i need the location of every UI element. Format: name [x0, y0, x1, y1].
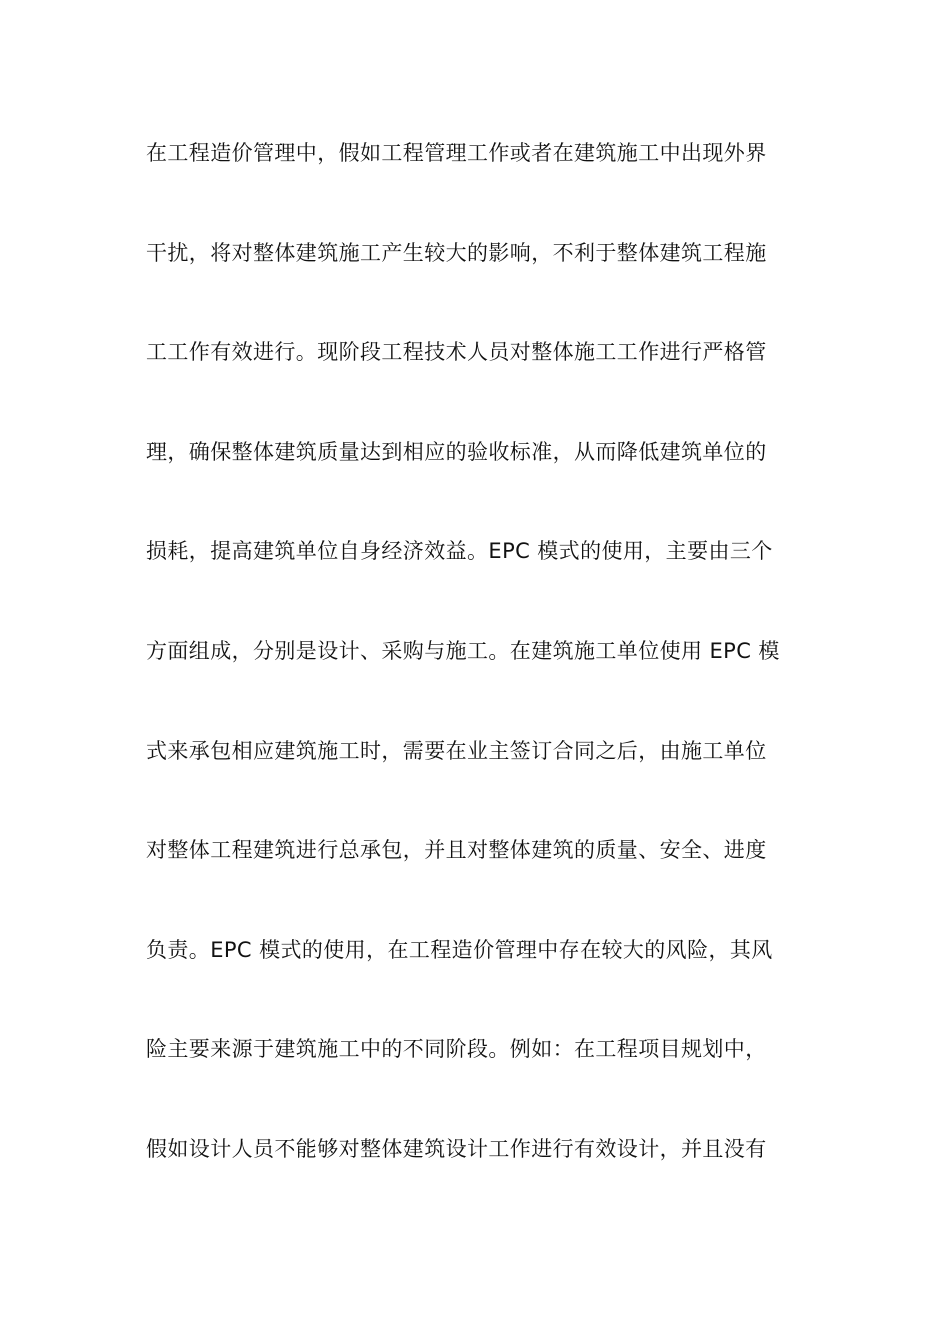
text-line: 干扰，将对整体建筑施工产生较大的影响，不利于整体建筑工程施	[146, 240, 767, 265]
text-line: 工工作有效进行。现阶段工程技术人员对整体施工工作进行严格管	[146, 340, 767, 365]
text-line: 负责。EPC 模式的使用，在工程造价管理中存在较大的风险，其风	[146, 937, 773, 962]
text-line: 对整体工程建筑进行总承包，并且对整体建筑的质量、安全、进度	[146, 838, 767, 863]
text-line: 方面组成，分别是设计、采购与施工。在建筑施工单位使用 EPC 模	[146, 638, 780, 663]
text-line: 理，确保整体建筑质量达到相应的验收标准，从而降低建筑单位的	[146, 439, 767, 464]
text-line: 在工程造价管理中，假如工程管理工作或者在建筑施工中出现外界	[146, 141, 767, 165]
text-line: 损耗，提高建筑单位自身经济效益。EPC 模式的使用，主要由三个	[146, 539, 773, 564]
text-line: 假如设计人员不能够对整体建筑设计工作进行有效设计，并且没有	[146, 1136, 767, 1161]
body-text	[146, 133, 808, 1229]
text-line: 式来承包相应建筑施工时，需要在业主签订合同之后，由施工单位	[146, 738, 767, 763]
text-line: 险主要来源于建筑施工中的不同阶段。例如：在工程项目规划中，	[146, 1037, 767, 1062]
